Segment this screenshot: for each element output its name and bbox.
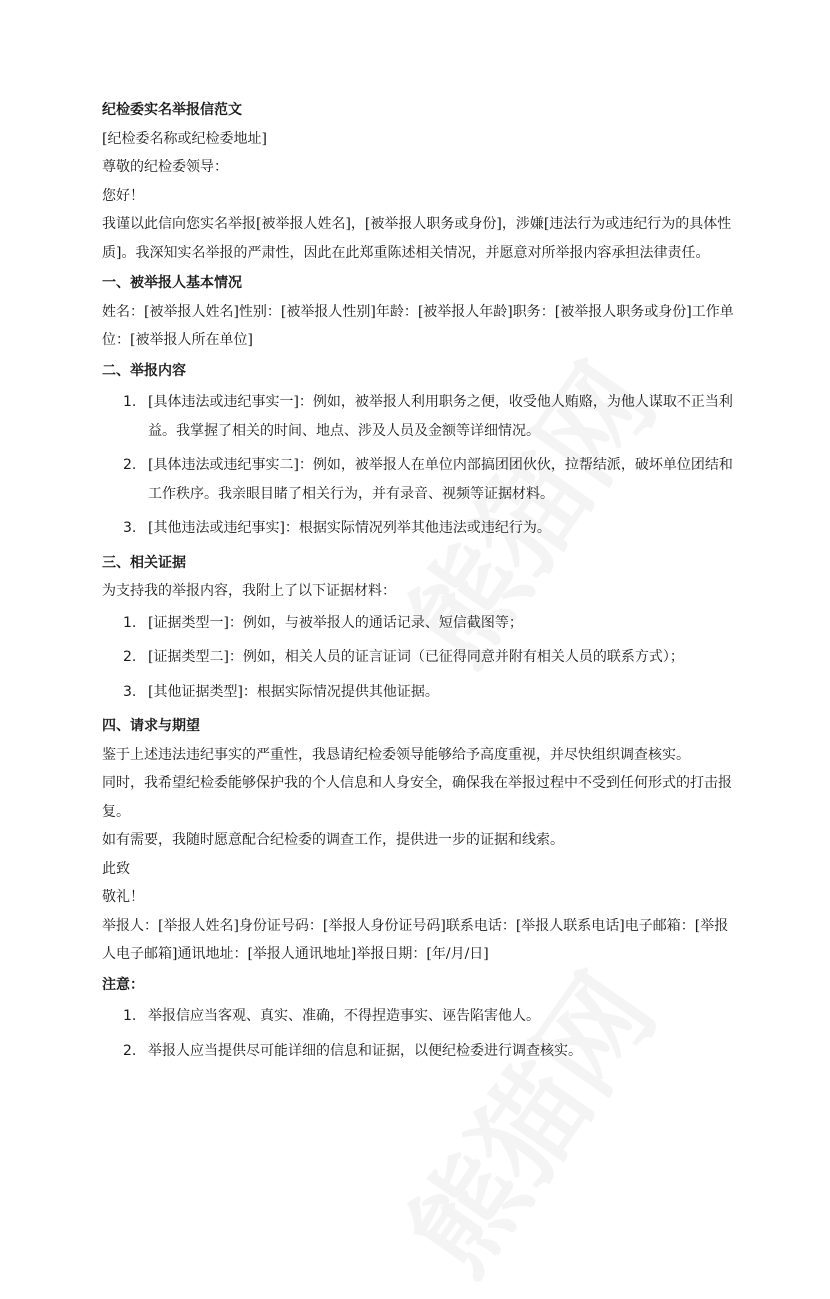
intro-paragraph: 我谨以此信向您实名举报[被举报人姓名]，[被举报人职务或身份]，涉嫌[违法行为或违纪行为的具体性质]。我深知实名举报的严肃性，因此在此郑重陈述相关情况，并愿意对所举报内容承担法律责任。	[102, 216, 732, 261]
section4-paragraph: 同时，我希望纪检委能够保护我的个人信息和人身安全，确保我在举报过程中不受到任何形式的打击报复。	[102, 775, 732, 820]
section3-heading: 三、相关证据	[102, 554, 186, 571]
section4-heading: 四、请求与期望	[102, 718, 200, 734]
list-item	[102, 1037, 734, 1066]
list-item-text: [具体违法或违纪事实一]：例如，被举报人利用职务之便，收受他人贿赂，为他人谋取不正当利益。我掌握了相关的时间、地点、涉及人员及金额等详细情况。	[148, 394, 733, 439]
list-item-number: 1.	[123, 1008, 137, 1024]
list-item-number: 2.	[123, 457, 137, 473]
section1-body: 姓名：[被举报人姓名]性别：[被举报人性别]年龄：[被举报人年龄]职务：[被举报人职务或身份]工作单位：[被举报人所在单位]	[102, 303, 734, 348]
closing-line: 此致	[102, 860, 130, 877]
list-item	[102, 643, 734, 672]
list-item-text: 举报信应当客观、真实、准确，不得捏造事实、诬告陷害他人。	[148, 1008, 540, 1024]
salutation: 尊敬的纪检委领导：	[102, 159, 228, 175]
list-item-text: [证据类型二]：例如，相关人员的证言证词（已征得同意并附有相关人员的联系方式）；	[148, 649, 684, 665]
document-body	[102, 96, 734, 1071]
list-item	[102, 1002, 734, 1031]
list-item	[102, 388, 734, 445]
list-item-number: 2.	[123, 649, 137, 665]
list-item	[102, 678, 734, 707]
list-item-number: 1.	[123, 394, 137, 410]
section2-heading: 二、举报内容	[102, 362, 186, 379]
document-title: 纪检委实名举报信范文	[102, 102, 242, 118]
list-item	[102, 609, 734, 638]
list-item-text: 举报人应当提供尽可能详细的信息和证据，以便纪检委进行调查核实。	[148, 1042, 582, 1059]
report-content-list	[102, 388, 734, 543]
address-placeholder: [纪检委名称或纪检委地址]	[102, 130, 267, 147]
closing-line: 敬礼！	[102, 889, 144, 905]
list-item-number: 3.	[123, 683, 137, 700]
section4-paragraph: 如有需要，我随时愿意配合纪检委的调查工作，提供进一步的证据和线索。	[102, 832, 564, 848]
notes-heading: 注意：	[102, 976, 144, 993]
section1-heading: 一、被举报人基本情况	[102, 275, 242, 291]
list-item-text: [证据类型一]：例如，与被举报人的通话记录、短信截图等；	[148, 614, 523, 631]
notes-list	[102, 1002, 734, 1065]
list-item-text: [其他违法或违纪事实]：根据实际情况列举其他违法或违纪行为。	[148, 520, 551, 536]
list-item	[102, 451, 734, 508]
list-item-text: [具体违法或违纪事实二]：例如，被举报人在单位内部搞团团伙伙，拉帮结派，破坏单位团结和工作秩序。我亲眼目睹了相关行为，并有录音、视频等证据材料。	[148, 457, 733, 502]
list-item-number: 1.	[123, 614, 137, 631]
list-item-text: [其他证据类型]：根据实际情况提供其他证据。	[148, 683, 439, 700]
section4-paragraph: 鉴于上述违法违纪事实的严重性，我恳请纪检委领导能够给予高度重视，并尽快组织调查核实。	[102, 746, 690, 763]
signature-block: 举报人：[举报人姓名]身份证号码：[举报人身份证号码]联系电话：[举报人联系电话]电子邮箱：[举报人电子邮箱]通讯地址：[举报人通讯地址]举报日期：[年/月/日]	[102, 917, 729, 962]
section3-intro: 为支持我的举报内容，我附上了以下证据材料：	[102, 583, 396, 599]
list-item	[102, 514, 734, 543]
greeting: 您好！	[102, 187, 144, 204]
evidence-list	[102, 609, 734, 707]
list-item-number: 2.	[123, 1042, 137, 1059]
list-item-number: 3.	[123, 520, 137, 536]
